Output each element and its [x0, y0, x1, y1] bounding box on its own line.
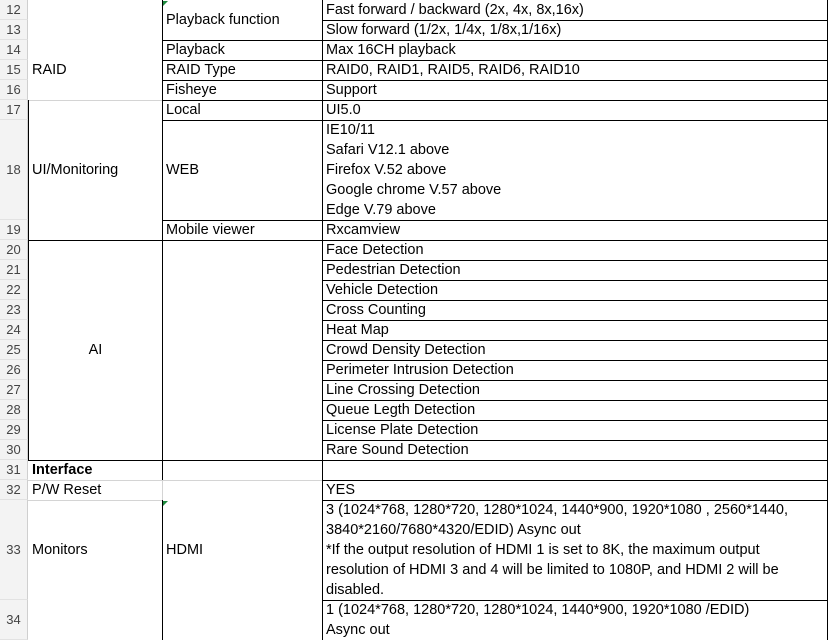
row-header[interactable]: 25 [0, 340, 28, 360]
cell-local[interactable]: Local [166, 102, 201, 118]
cell-mobile-value[interactable]: Rxcamview [326, 222, 401, 238]
row-header[interactable]: 22 [0, 280, 28, 300]
row-header[interactable]: 24 [0, 320, 28, 340]
cell-ai-item[interactable]: Rare Sound Detection [326, 442, 469, 458]
cell-ai-item[interactable]: Perimeter Intrusion Detection [326, 362, 514, 378]
text-line: *If the output resolution of HDMI 1 is set to 8K, the maximum output [326, 542, 760, 558]
cell-hdmi-value[interactable] [323, 500, 827, 600]
cell-local-value[interactable]: UI5.0 [326, 102, 361, 118]
text-line: 3840*2160/7680*4320/EDID) Async out [326, 522, 581, 538]
row-header[interactable]: 13 [0, 20, 28, 40]
row-header[interactable]: 15 [0, 60, 28, 80]
cell-hdmi[interactable]: HDMI [166, 542, 204, 558]
cell-web-value[interactable] [323, 120, 827, 220]
text-line: resolution of HDMI 3 and 4 will be limited to 1080P, and HDMI 2 will be [326, 562, 779, 578]
row-header[interactable]: 17 [0, 100, 28, 120]
cell-web[interactable]: WEB [166, 162, 200, 178]
cell-ai-item[interactable]: Face Detection [326, 242, 424, 258]
text-line: IE10/11 [326, 122, 375, 138]
row-header[interactable]: 20 [0, 240, 28, 260]
text-line: Safari V12.1 above [326, 142, 450, 158]
text-line: Async out [326, 622, 390, 638]
row-header[interactable]: 19 [0, 220, 28, 240]
cell-ai-item[interactable]: Queue Legth Detection [326, 402, 476, 418]
row-header[interactable]: 29 [0, 420, 28, 440]
cell-playback-function[interactable]: Playback function [166, 12, 280, 28]
cell-pw-reset[interactable]: P/W Reset [32, 482, 102, 498]
cell-ai-item[interactable]: Crowd Density Detection [326, 342, 486, 358]
text-line: 3 (1024*768, 1280*720, 1280*1024, 1440*900, 1920*1080 , 2560*1440, [326, 502, 789, 518]
row-header[interactable]: 31 [0, 460, 28, 480]
row-header[interactable]: 18 [0, 120, 28, 220]
cell-ai[interactable]: AI [88, 342, 103, 358]
cell-ai-item[interactable]: Line Crossing Detection [326, 382, 480, 398]
row-header[interactable]: 26 [0, 360, 28, 380]
cell-ui-monitoring[interactable]: UI/Monitoring [32, 162, 119, 178]
cell-playback-value[interactable]: Max 16CH playback [326, 42, 456, 58]
cell-fisheye-value[interactable]: Support [326, 82, 377, 98]
cell-fisheye[interactable]: Fisheye [166, 82, 217, 98]
cell-indicator-icon [163, 501, 168, 506]
cell-fast-forward[interactable]: Fast forward / backward (2x, 4x, 8x,16x) [326, 2, 584, 18]
row-header[interactable]: 12 [0, 0, 28, 20]
cell-slow-forward[interactable]: Slow forward (1/2x, 1/4x, 1/8x,1/16x) [326, 22, 562, 38]
cell-pw-reset-value[interactable]: YES [326, 482, 356, 498]
text-line: disabled. [326, 582, 385, 598]
cell-ai-item[interactable]: Heat Map [326, 322, 389, 338]
cell-interface-heading[interactable]: Interface [32, 462, 93, 478]
row-header[interactable]: 30 [0, 440, 28, 460]
cell-monitors[interactable]: Monitors [32, 542, 88, 558]
text-line: 1 (1024*768, 1280*720, 1280*1024, 1440*900, 1920*1080 /EDID) [326, 602, 750, 618]
cell-ai-item[interactable]: Pedestrian Detection [326, 262, 461, 278]
cell-raid-type[interactable]: RAID Type [166, 62, 236, 78]
cell-mobile-viewer[interactable]: Mobile viewer [166, 222, 255, 238]
row-header[interactable]: 14 [0, 40, 28, 60]
cell-playback[interactable]: Playback [166, 42, 225, 58]
cell-raid[interactable]: RAID [32, 62, 67, 78]
cell-ai-item[interactable]: Vehicle Detection [326, 282, 439, 298]
cell-ai-item[interactable]: License Plate Detection [326, 422, 479, 438]
cell-raid-value[interactable]: RAID0, RAID1, RAID5, RAID6, RAID10 [326, 62, 580, 78]
row-header[interactable]: 16 [0, 80, 28, 100]
text-line: Firefox V.52 above [326, 162, 447, 178]
row-header[interactable]: 21 [0, 260, 28, 280]
text-line: Google chrome V.57 above [326, 182, 502, 198]
row-header[interactable]: 33 [0, 500, 28, 600]
row-header[interactable]: 32 [0, 480, 28, 500]
cell-ai-item[interactable]: Cross Counting [326, 302, 426, 318]
cell-indicator-icon [163, 1, 168, 6]
row-header[interactable]: 34 [0, 600, 28, 640]
row-header[interactable]: 23 [0, 300, 28, 320]
row-header[interactable]: 28 [0, 400, 28, 420]
row-header[interactable]: 27 [0, 380, 28, 400]
text-line: Edge V.79 above [326, 202, 436, 218]
cell-ai-subcategory[interactable] [163, 240, 322, 460]
cell-row34-value[interactable] [323, 600, 827, 640]
